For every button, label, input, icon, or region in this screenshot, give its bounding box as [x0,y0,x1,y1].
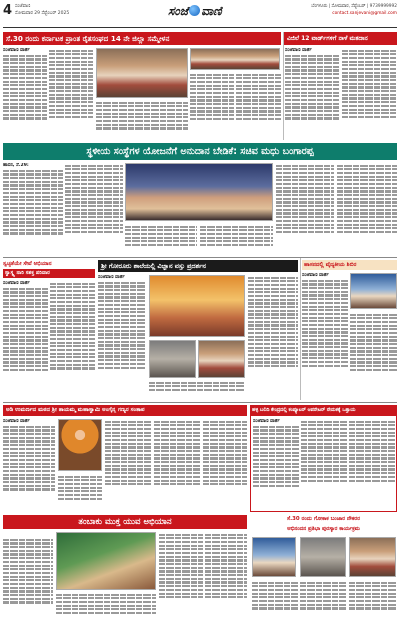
headline-ward-election: ವಿಜಿಲೆ 12 ವಾರ್ಡ್‌ಗಳಿಗೆ ನಾಳೆ ಮತದಾನ [284,32,397,45]
page-number: 4 [3,3,13,18]
article-col-19 [350,312,397,399]
photo-medical-camp [350,273,397,309]
article-col-32 [252,580,298,625]
logo-text-right: ವಾಣಿ [201,4,222,18]
headline-healthy-women: ಸ್ವಾಸ್ಥ್ಯ ನಾರಿ ಸಶಕ್ತ ಪರಿವಾರ [3,269,95,278]
photo-felicitation [190,48,280,70]
article-col-17 [248,275,298,399]
headline-banjara-2: ಅಭಿನಂದನ ಪ್ರತಿಭಾ ಪುರಸ್ಕಾರ ಕಾರ್ಯಕ್ರಮ [287,526,360,533]
article-col-23 [154,419,200,511]
article-col-13 [337,163,397,255]
article-col-4 [190,72,234,140]
byline: ಸಂಜೆವಾಣಿ ವಾರ್ತೆ [3,419,30,424]
contact-line: ಬೆಂಗಳೂರು | ಸೋಮವಾರ, ಸೆಪ್ಟೆಂಬರ್ | 9739999992 [311,4,397,9]
article-col-25 [253,419,299,509]
photo-science-exhibit [149,275,245,337]
photo-minister-stage [125,163,273,221]
photo-tobacco-campaign [56,532,156,590]
article-col-31 [205,532,247,625]
byline: ಸಂಜೆವಾಣಿ ವಾರ್ತೆ [253,419,280,424]
photo-swami-portrait [58,419,102,471]
headline-minister-grant: ಸ್ಥಳೀಯ ಸಂಸ್ಥೆಗಳ ಯೋಜನೆಗೆ ಅನುದಾನ ಬೇಡಿಕೆ: ಸಚಿವ ಮಧು ಬಂಗಾರಪ್ಪ [3,143,397,160]
article-col-3 [96,100,188,140]
article-col-30 [159,532,203,625]
headline-banjara-1: ಸೆ.30 ರಂದು ಗೋಕಾಕ ಬಂಜಾರ ನೌಕರರ [287,516,360,523]
article-col-2 [49,48,93,140]
article-col-16 [98,275,146,399]
globe-icon [189,5,200,16]
article-col-7 [342,48,397,140]
photo-banjara-2 [300,537,346,577]
photo-caption-science [149,380,245,399]
headline-condolence: ಅಡಿ ಉಮರ್ಣದ ಮಠದ ಶ್ರೀ ತಾಯಮ್ಮ ಮಹಾಸ್ವಾಮಿ ಅಂಗೈನ್ನ ಗಣ್ಯರ ಸಂತಾಪ [3,405,247,416]
article-col-29 [56,592,156,625]
photo-banjara-1 [252,537,296,577]
article-col-10 [125,224,197,255]
article-col-11 [200,224,273,255]
byline: ಸಂಜೆವಾಣಿ ವಾರ್ತೆ [98,275,125,280]
masthead [3,2,397,28]
article-col-28 [3,532,53,625]
article-col-14 [3,281,48,399]
byline: ಸಂಜೆವಾಣಿ ವಾರ್ತೆ [3,281,30,286]
article-col-18 [302,273,348,399]
article-col-9 [65,163,123,255]
article-col-15 [50,281,95,399]
headline-computer-operator: ಹಳ್ಳಿ ಬಲಿದಿ ಕೇಂದ್ರದಲ್ಲಿ ಕಂಪ್ಯೂಟರ್ ಆಪರೇಟರ್ ನೇಮಕಕ್ಕೆ ಒತ್ತಾಯ [250,405,397,416]
byline: ಹಾಸನ, ಸೆ.29: [3,163,29,168]
edition-label: ಸಂಜೆವಾಣಿ [15,4,31,9]
headline-tobacco-free: ತಂಬಾಕು ಮುಕ್ತ ಯುವ ಅಭಿಯಾನ [3,515,247,529]
issue-date: ಸೋಮವಾರ 29 ಸೆಪ್ಟೆಂಬರ್ 2025 [15,11,70,16]
article-col-20 [3,419,55,511]
article-col-6 [285,48,340,140]
photo-students-2 [198,340,245,378]
newspaper-logo [168,4,222,19]
article-col-8 [3,163,63,255]
byline: ಸಂಜೆವಾಣಿ ವಾರ್ತೆ [302,273,329,278]
article-col-24 [203,419,247,511]
article-col-12 [276,163,334,255]
contact-email: contact.sanjevani@gmail.com [332,11,397,16]
article-col-1 [3,48,47,140]
headline-medical-camp: ಹಾಸನದಲ್ಲಿ ವೈದ್ಯಕೀಯ ಶಿಬಿರ [302,260,397,270]
article-col-5 [236,72,281,140]
photo-students-1 [149,340,196,378]
article-col-26 [301,419,347,509]
headline-science-exhibition: ಶ್ರೀ ಗೋರೂರು ಶಾಲೆಯಲ್ಲಿ ವಿಜ್ಞಾನ ವಸ್ತು ಪ್ರದರ್ಶನ [98,260,298,272]
article-col-34 [349,580,396,625]
photo-conference-group [96,48,188,98]
article-col-27 [349,419,395,509]
byline: ಸಂಜೆವಾಣಿ ವಾರ್ತೆ [285,48,312,53]
photo-banjara-3 [349,537,396,577]
article-col-21 [58,474,102,511]
headline-cleanliness: ಸ್ವಚ್ಛತೆಯೇ ಸೇವೆ ಅಭಿಯಾನ [3,260,52,267]
byline: ಸಂಜೆವಾಣಿ ವಾರ್ತೆ [3,48,30,53]
logo-text-left: ಸಂಜೆ [168,4,189,18]
article-col-33 [300,580,346,625]
article-col-22 [105,419,151,511]
headline-farmers-conference: ಸೆ.30 ರಂದು ಕರ್ನಾಟಕ ಪ್ರಾಂತ ರೈತಸಂಘದ 14 ನೇ ಜಿಲ್ಲಾ ಸಮ್ಮೇಳನ [3,32,281,45]
